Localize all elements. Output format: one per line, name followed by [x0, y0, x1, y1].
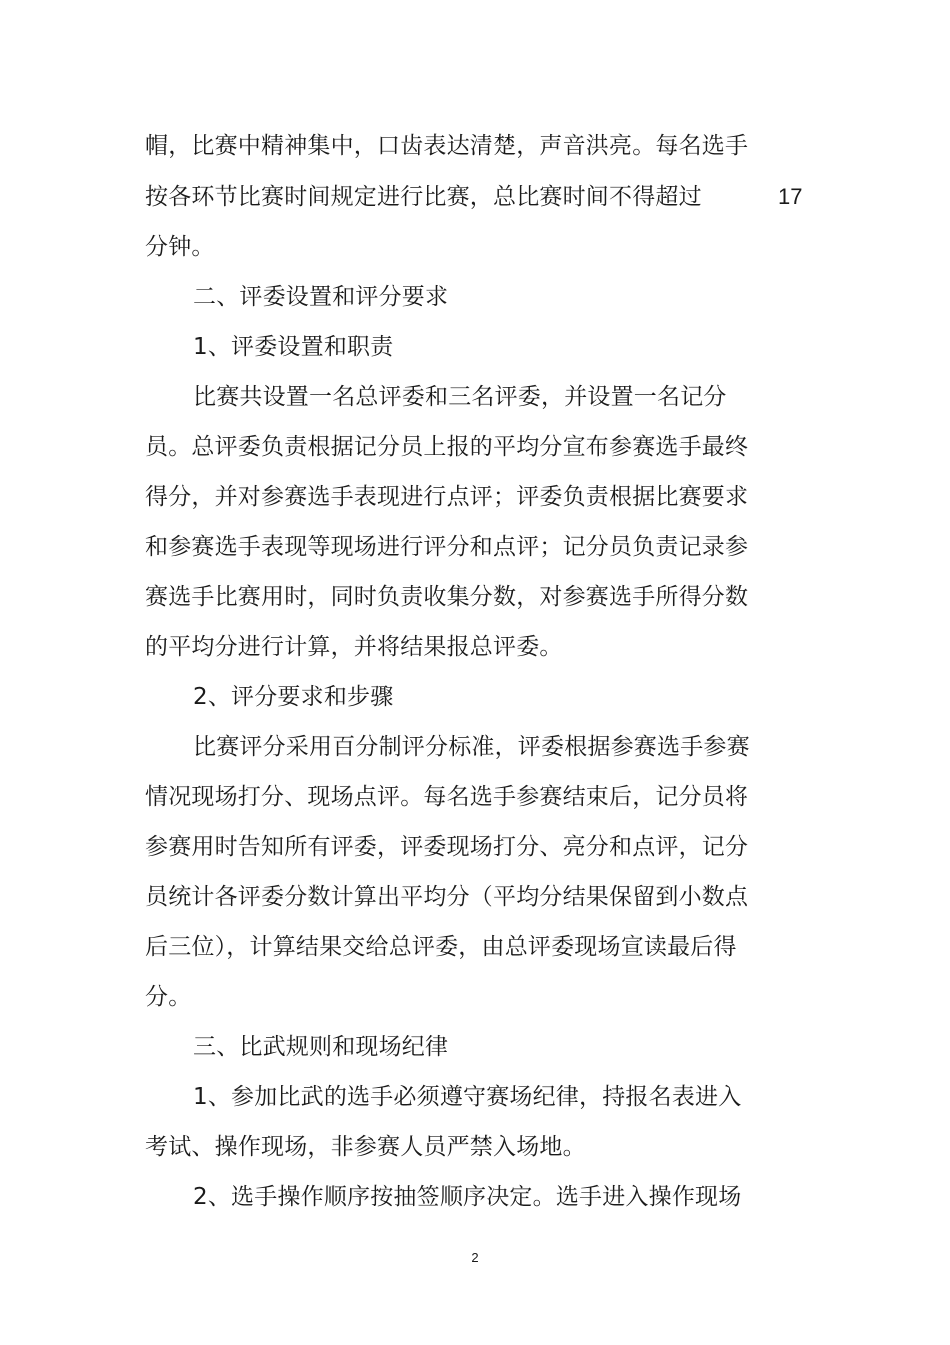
text-line: 得分，并对参赛选手表现进行点评；评委负责根据比赛要求 — [145, 484, 749, 510]
text-line: 情况现场打分、现场点评。每名选手参赛结束后，记分员将 — [145, 784, 749, 810]
text-line: 1、参加比武的选手必须遵守赛场纪律，持报名表进入 — [193, 1084, 742, 1110]
section-heading: 二、评委设置和评分要求 — [193, 284, 449, 310]
text-line: 分钟。 — [145, 234, 215, 260]
page-number: 2 — [471, 1250, 479, 1265]
text-line: 2、选手操作顺序按抽签顺序决定。选手进入操作现场 — [193, 1184, 742, 1210]
text-line: 帽，比赛中精神集中，口齿表达清楚，声音洪亮。每名选手 — [145, 133, 749, 159]
text-line: 考试、操作现场，非参赛人员严禁入场地。 — [145, 1134, 586, 1160]
text-line: 分。 — [145, 984, 192, 1010]
text-line: 员。总评委负责根据记分员上报的平均分宣布参赛选手最终 — [145, 434, 749, 460]
text-line: 员统计各评委分数计算出平均分（平均分结果保留到小数点 — [145, 884, 749, 910]
section-heading: 三、比武规则和现场纪律 — [193, 1034, 449, 1060]
time-limit-number: 17 — [778, 184, 803, 209]
text-line: 的平均分进行计算，并将结果报总评委。 — [145, 634, 563, 660]
subsection-heading: 1、评委设置和职责 — [193, 334, 394, 360]
text-line: 后三位），计算结果交给总评委，由总评委现场宣读最后得 — [145, 934, 737, 960]
subsection-heading: 2、评分要求和步骤 — [193, 684, 394, 710]
text-line: 参赛用时告知所有评委，评委现场打分、亮分和点评，记分 — [145, 834, 749, 860]
text-line: 比赛评分采用百分制评分标准，评委根据参赛选手参赛 — [193, 734, 750, 760]
text-line: 按各环节比赛时间规定进行比赛，总比赛时间不得超过 — [145, 184, 702, 210]
text-line: 和参赛选手表现等现场进行评分和点评；记分员负责记录参 — [145, 534, 749, 560]
text-line: 赛选手比赛用时，同时负责收集分数，对参赛选手所得分数 — [145, 584, 749, 610]
text-line: 比赛共设置一名总评委和三名评委，并设置一名记分 — [193, 384, 727, 410]
